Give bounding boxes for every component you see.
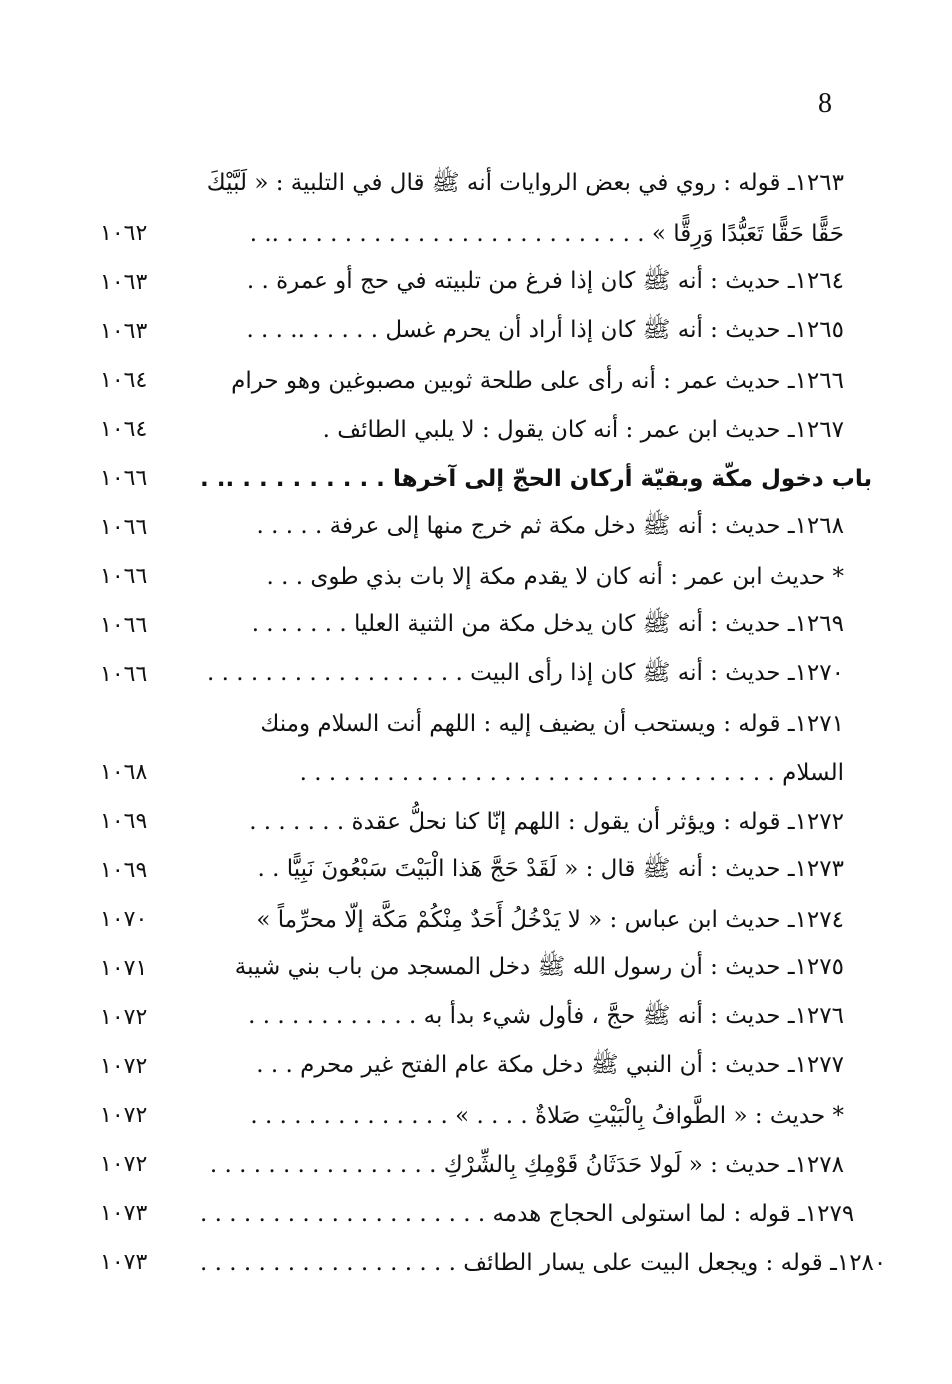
leader-dots: . . . — [266, 563, 304, 590]
toc-entry-text — [200, 854, 844, 888]
toc-page-number: ١٠٦٦ — [100, 662, 148, 687]
toc-entry — [100, 552, 844, 601]
toc-entry-text — [200, 315, 844, 349]
entry-title: ١٢٧٠ـ حديث : أنه ﷺ كان إذا رأى البيت — [470, 659, 844, 686]
entry-title: ١٢٧١ـ قوله : ويستحب أن يضيف إليه : اللهم أنت السلام ومنك — [260, 710, 844, 737]
toc-entry-text — [200, 1001, 844, 1035]
entry-title: * حديث ابن عمر : أنه كان لا يقدم مكة إلا بات بذي طوى — [310, 563, 844, 590]
toc-entry — [100, 356, 844, 405]
toc-entry-text — [200, 907, 844, 933]
entry-title: ١٢٧٣ـ حديث : أنه ﷺ قال : « لَقَدْ حَجَّ هَذا الْبَيْتَ سَبْعُونَ نَبِيًّا — [286, 855, 844, 882]
toc-page-number: ١٠٦٦ — [100, 564, 148, 589]
toc-page-number: ١٠٧٢ — [100, 1103, 148, 1128]
entry-title: * حديث : « الطَّوافُ بِالْبَيْتِ صَلاةٌ . . . . » — [455, 1102, 844, 1129]
toc-entry — [100, 1238, 887, 1287]
toc-page-number: ١٠٦٩ — [100, 858, 148, 883]
entry-title: ١٢٦٤ـ حديث : أنه ﷺ كان إذا فرغ من تلبيته في حج أو عمرة — [276, 267, 844, 294]
entry-title: ١٢٦٧ـ حديث ابن عمر : أنه كان يقول : لا يلبي الطائف . — [322, 416, 844, 443]
toc-page-number: ١٠٦٨ — [100, 760, 148, 785]
toc-entry — [100, 748, 844, 797]
toc-page-number: ١٠٧٢ — [100, 1054, 148, 1079]
entry-title: ١٢٦٨ـ حديث : أنه ﷺ دخل مكة ثم خرج منها إلى عرفة — [329, 512, 844, 539]
toc-entry — [100, 258, 844, 307]
leader-dots: . . . . . . . . . . . . . . . . . . . . . . . . . . . . . . . . . — [299, 759, 775, 786]
toc-page-number: ١٠٦٣ — [100, 319, 148, 344]
leader-dots: . . . . . . . — [251, 610, 347, 637]
toc-entry — [100, 993, 844, 1042]
toc-entry — [100, 1189, 855, 1238]
toc-page-number: ١٠٧٣ — [100, 1250, 148, 1275]
toc-page-number: ١٠٧٠ — [100, 907, 148, 932]
entry-title: ١٢٦٥ـ حديث : أنه ﷺ كان إذا أراد أن يحرم غسل — [385, 316, 844, 343]
leader-dots: . . . . . . . . . . . . . . . . . . . . — [200, 1200, 486, 1227]
entry-title: ١٢٧٨ـ حديث : « لَولا حَدَثَانُ قَوْمِكِ بِالشِّرْكِ — [443, 1151, 844, 1178]
entry-title: السلام — [782, 759, 844, 786]
leader-dots: . . . . . . . . . . . . . . . . . . — [206, 659, 463, 686]
toc-page-number: ١٠٦٢ — [100, 221, 148, 246]
toc-page-number: ١٠٧٢ — [100, 1152, 148, 1177]
toc-entry — [100, 699, 844, 748]
toc-entry-text — [200, 168, 844, 202]
toc-entry — [100, 1140, 844, 1189]
leader-dots: . . . . . . . . . . . . . . . . . . . . . . . . . .. . — [249, 220, 645, 247]
leader-dots: . . . . . . . . . . . . — [248, 1002, 417, 1029]
toc-entry — [100, 797, 844, 846]
entry-title: ١٢٧٥ـ حديث : أن رسول الله ﷺ دخل المسجد من باب بني شيبة — [234, 953, 844, 980]
leader-dots: . . . . . . . . . . . . . . . . — [209, 1151, 437, 1178]
entry-title: ١٢٦٦ـ حديث عمر : أنه رأى على طلحة ثوبين مصبوغين وهو حرام — [231, 367, 844, 394]
toc-entry-text — [200, 368, 844, 394]
toc-entry-text — [200, 1201, 854, 1227]
entry-title: ١٢٧٩ـ قوله : لما استولى الحجاج هدمه — [492, 1200, 855, 1227]
toc-entry-text — [200, 658, 844, 692]
toc-entry — [100, 944, 844, 993]
toc-entry-text — [200, 952, 844, 986]
page-number: 8 — [818, 88, 832, 119]
entry-title: ١٢٦٩ـ حديث : أنه ﷺ كان يدخل مكة من الثنية العليا — [354, 610, 844, 637]
toc-page-number: ١٠٦٣ — [100, 270, 148, 295]
entry-title: ١٢٧٦ـ حديث : أنه ﷺ حجَّ ، فأول شيء بدأ به — [423, 1002, 844, 1029]
toc-entry-text — [200, 266, 844, 300]
toc-entry — [100, 503, 844, 552]
toc-entry — [100, 846, 844, 895]
toc-entry-text — [200, 711, 844, 737]
toc-entry — [100, 1042, 844, 1091]
entry-title: ١٢٦٣ـ قوله : روي في بعض الروايات أنه ﷺ قال في التلبية : « لَبَّيْكَ — [206, 169, 844, 196]
toc-entry — [100, 209, 844, 258]
toc-entry — [100, 650, 844, 699]
toc-page-number: ١٠٧٣ — [100, 1201, 148, 1226]
leader-dots: . . . . . . . — [249, 808, 345, 835]
toc-entry-text — [200, 609, 844, 643]
toc-entry-text — [200, 466, 872, 492]
toc-page-number: ١٠٦٤ — [100, 368, 148, 393]
leader-dots: . . . . . — [256, 512, 323, 539]
entry-title: ١٢٧٧ـ حديث : أن النبي ﷺ دخل مكة عام الفتح غير محرم — [300, 1051, 844, 1078]
toc-entry — [100, 307, 844, 356]
toc-entry — [100, 405, 844, 454]
toc-entry-text — [200, 511, 844, 545]
toc-entry-text — [200, 1250, 886, 1276]
toc-entry-text — [200, 221, 844, 247]
leader-dots: . . . — [256, 1051, 293, 1078]
toc-entry-text — [200, 417, 844, 443]
toc-page-number: ١٠٦٦ — [100, 515, 148, 540]
toc-page-number: ١٠٦٩ — [100, 809, 148, 834]
toc-entry — [100, 1091, 844, 1140]
toc-entry-text — [200, 1050, 844, 1084]
entry-title: ١٢٨٠ـ قوله : ويجعل البيت على يسار الطائف — [463, 1249, 887, 1276]
toc-entry-text — [200, 1103, 844, 1129]
entry-title: باب دخول مكّة وبقيّة أركان الحجّ إلى آخرها — [392, 465, 873, 492]
leader-dots: . . . . . . . . . . . . . . . . . . — [200, 1249, 456, 1276]
toc-entry — [100, 601, 844, 650]
toc-entry-text — [200, 809, 844, 835]
toc-entry-text — [200, 564, 844, 590]
leader-dots: . . . . . .. . . . — [246, 316, 379, 343]
entry-title: حَقًّا حَقًّا تَعَبُّدًا وَرِقًّا » — [651, 220, 844, 247]
toc-page-number: ١٠٧٢ — [100, 1005, 148, 1030]
entry-title: ١٢٧٤ـ حديث ابن عباس : « لا يَدْخُلُ أَحَدٌ مِنْكُمْ مَكَّة إلّا محرِّماً » — [256, 906, 844, 933]
leader-dots: . . . . . . . . . . . . . . — [250, 1102, 448, 1129]
leader-dots: . . — [246, 267, 269, 294]
toc-section-heading — [100, 454, 873, 503]
toc-page-number: ١٠٦٦ — [100, 613, 148, 638]
toc-entry-text — [200, 760, 844, 786]
toc-entry-text — [200, 1152, 844, 1178]
toc-page-number: ١٠٦٤ — [100, 417, 148, 442]
leader-dots: . . . . . . . . . .. . — [200, 465, 385, 492]
toc-entry — [100, 895, 844, 944]
toc-entry — [100, 160, 844, 209]
entry-title: ١٢٧٢ـ قوله : ويؤثر أن يقول : اللهم إنّا كنا نحلُّ عقدة — [351, 808, 844, 835]
table-of-contents — [100, 160, 887, 1287]
toc-page-number: ١٠٧١ — [100, 956, 148, 981]
leader-dots: . . — [257, 855, 280, 882]
toc-page-number: ١٠٦٦ — [100, 466, 148, 491]
